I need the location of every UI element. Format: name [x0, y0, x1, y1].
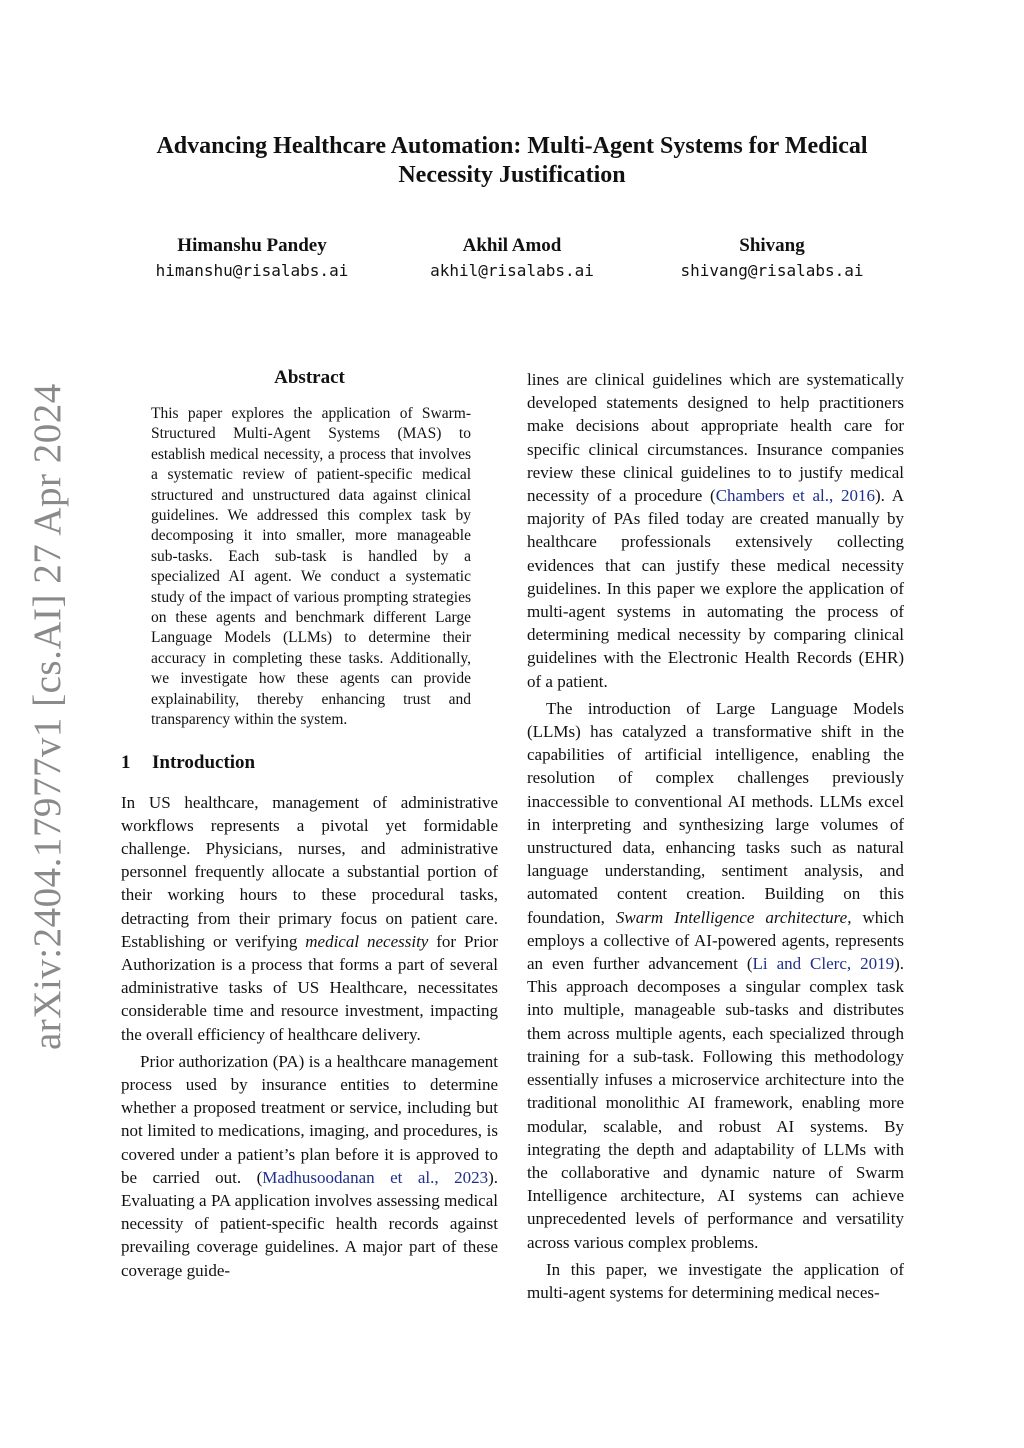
- section-title: Introduction: [152, 751, 256, 773]
- text-run: for Prior Authorization is a process that forms a part of several administrative tasks of US Healthcare, necessitates considerable time and resource investment, impacting the overall efficiency of healthcare delivery.: [121, 931, 498, 1044]
- section-heading-introduction: [121, 751, 498, 775]
- text-run: ). A majority of PAs filed today are created manually by healthcare professionals extensively collecting evidences that can justify these medical necessity guidelines. In this paper we explore the application of multi-agent systems in automating the process of determining medical necessity by comparing clinical guidelines with the Electronic Health Records (EHR) of a patient.: [527, 486, 905, 691]
- left-column: [121, 366, 498, 1282]
- abstract-text: This paper explores the application of Swarm-Structured Multi-Agent Systems (MAS) to establish medical necessity, a process that involves a systematic review of patient-specific medical structured and unstructured data against clinical guidelines. We addressed this complex task by decomposing it into smaller, more manageable sub-tasks. Each sub-task is handled by a specialized AI agent. We conduct a systematic study of the impact of various prompting strategies on these agents and benchmark different Large Language Models (LLMs) to determine their accuracy in completing these tasks. Additionally, we investigate how these agents can provide explainability, thereby enhancing trust and transparency within the system.: [151, 405, 471, 729]
- text-run: Prior authorization (PA) is a healthcare management process used by insurance entities to determine whether a proposed treatment or service, including but not limited to medications, imaging, and procedures, is covered under a patient’s plan before it is approved to be carried out. (: [121, 1051, 498, 1187]
- author-list: [122, 234, 902, 283]
- author-name: Akhil Amod: [462, 235, 562, 256]
- text-run: In US healthcare, management of administrative workflows represents a pivotal yet formidable challenge. Physicians, nurses, and administrative personnel frequently allocate a substantial portion of their working hours to these procedural tasks, detracting from their primary focus on patient care. Establishing or verifying: [121, 792, 498, 951]
- author-block: [122, 234, 382, 283]
- text-run: ). This approach decomposes a singular complex task into multiple, manageable sub-tasks and distributes them across multiple agents, each specialized through training for a sub-task. Following this methodology essentially infuses a microservice architecture into the traditional monolithic AI framework, enabling more modular, scalable, and robust AI systems. By integrating the depth and adaptability of LLMs with the collaborative and dynamic nature of Swarm Intelligence architecture, AI systems can achieve unprecedented levels of performance and versatility across various complex problems.: [527, 954, 904, 1252]
- author-block: [382, 234, 642, 283]
- text-run: lines are clinical guidelines which are systematically developed statements designed to help practitioners make decisions about appropriate health care for specific clinical circumstances. Insurance companies review these clinical guidelines to to justify medical necessity of a procedure (: [527, 370, 904, 506]
- paper-title: Advancing Healthcare Automation: Multi-Agent Systems for Medical Necessity Justification: [156, 133, 868, 188]
- abstract-heading: Abstract: [274, 367, 345, 388]
- section-number: 1: [121, 751, 131, 773]
- text-run: ). Evaluating a PA application involves assessing medical necessity of patient-specific health records against prevailing coverage guidelines. A major part of these coverage guide-: [121, 1167, 498, 1280]
- intro-paragraph-4: [527, 697, 904, 1254]
- intro-paragraph-2: [121, 1050, 498, 1282]
- text-run: The introduction of Large Language Models (LLMs) has catalyzed a transformative shift in the capabilities of artificial intelligence, enabling the resolution of complex challenges previously inaccessible to conventional AI methods. LLMs excel in interpreting and synthesizing large volumes of unstructured data, enhancing tasks such as natural language understanding, sentiment analysis, and automated content creation. Building on this foundation,: [527, 698, 904, 927]
- intro-paragraph-1: [121, 791, 498, 1046]
- author-email: himanshu@risalabs.ai: [155, 261, 349, 280]
- author-block: [642, 234, 902, 283]
- citation-link[interactable]: Li and Clerc, 2019: [752, 954, 895, 974]
- right-column: [527, 366, 904, 1304]
- text-run: , which employs a collective of AI-powered agents, represents an even further advancement (: [527, 907, 904, 974]
- citation-link[interactable]: Chambers et al., 2016: [715, 486, 875, 506]
- author-email: akhil@risalabs.ai: [430, 261, 594, 280]
- arxiv-identifier-stamp: arXiv:2404.17977v1 [cs.AI] 27 Apr 2024: [26, 383, 69, 1050]
- author-email: shivang@risalabs.ai: [680, 261, 864, 280]
- emphasis-medical-necessity: medical necessity: [305, 931, 429, 951]
- intro-paragraph-5: In this paper, we investigate the application of multi-agent systems for determining medical neces-: [527, 1259, 904, 1302]
- author-name: Shivang: [739, 235, 805, 256]
- intro-paragraph-3: [527, 368, 904, 693]
- author-name: Himanshu Pandey: [177, 235, 327, 256]
- emphasis-swarm-architecture: Swarm Intelligence architecture: [615, 907, 848, 927]
- citation-link[interactable]: Madhusoodanan et al., 2023: [262, 1167, 489, 1187]
